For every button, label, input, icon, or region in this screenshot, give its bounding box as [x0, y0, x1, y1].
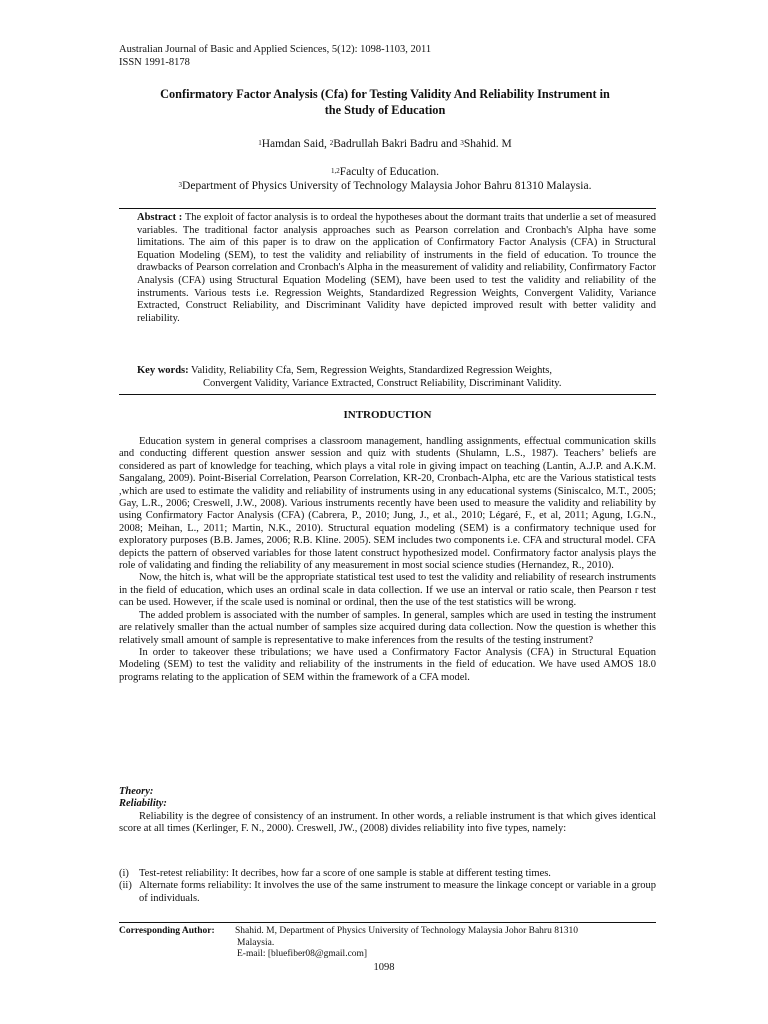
keywords [137, 364, 656, 390]
journal-citation: Australian Journal of Basic and Applied Sciences, 5(12): 1098-1103, 2011 [119, 44, 432, 55]
affiliation-2-superscript: 3 [178, 181, 183, 189]
list-item [119, 880, 656, 905]
affiliations [105, 165, 665, 193]
title-line-2: the Study of Education [324, 103, 446, 117]
intro-paragraph-2: Now, the hitch is, what will be the appropriate statistical test used to test the validity and reliability of research instruments in the field of education, which uses an ordinal scale in data collection. If we use an interval or ratio scale, then Pearson r test can be used. However, if the scale used is nominal or ordinal, then the use of the test statistics will be wrong. [119, 572, 656, 609]
introduction-body [119, 436, 656, 684]
author-2: Badrullah Bakri Badru and [333, 138, 461, 150]
intro-paragraph-1: Education system in general comprises a classroom management, handling assignments, effectual communication skills and conducting different question answer session and quiz with students (Shulamn, L.S., 1987). Teachers’ beliefs are considered as part of knowledge for teaching, which plays a vital role in giving impact on teaching (Lantin, A.J.P. and A.K.M. Sangalang, 2009). Point-Biserial Correlation, Pearson Correlation, KR-20, Cronbach-Alpha, etc are the Various statistical tests ,which are used to estimate the validity and reliability of instruments using in any educational systems (Siniscalco, M.T., 2005; Gay, L.R., 2006; Creswell, J.W., 2008). Various instruments recently have been used to measure the validity and reliability by using Confirmatory Factor Analysis (CFA) (Cabrera, P., 2010; Jung, J., et al., 2010; Légaré, F., et al, 2011; Agung, I.G.N., 2008; Meihan, L., 2011; Martin, N.K., 2010). Structural equation modeling (SEM) is a confirmatory technique used for exploratory purposes (B.B. James, 2006; R.B. Kline. 2005). SEM includes two components i.e. CFA and structural model. CFA depicts the pattern of observed variables for those latent construct hypothesized model. Confirmatory factor analysis plays the role of validating and finding the reliability of any measurement in most social science studies (Hernandez, R., 2010). [119, 436, 656, 572]
affiliation-1-text: Faculty of Education. [339, 166, 440, 178]
corresponding-author-text: Shahid. M, Department of Physics University of Technology Malaysia Johor Bahru 81310 [235, 926, 578, 936]
journal-header [119, 43, 431, 69]
corresponding-author-email: E-mail: [bluefiber08@gmail.com] [237, 949, 368, 959]
section-heading-introduction: INTRODUCTION [343, 409, 432, 421]
page-number: 1098 [373, 962, 395, 973]
corresponding-author-label: Corresponding Author: [119, 926, 215, 936]
list-item-text: Alternate forms reliability: It involves the use of the same instrument to measure the linkage concept or variable in a group of individuals. [139, 880, 656, 904]
abstract-label: Abstract : [137, 212, 185, 223]
author-list [105, 137, 665, 151]
list-item [119, 868, 656, 880]
abstract-top-rule [119, 208, 656, 209]
author-3: Shahid. M [463, 138, 512, 150]
corresponding-author-country: Malaysia. [237, 937, 275, 948]
abstract-text: The exploit of factor analysis is to ordeal the hypotheses about the dormant traits that underlie a set of measured variables. The traditional factor analysis approaches such as Pearson correlation and Cronbach's Alpha have some limitations. The aim of this paper is to draw on the application of Confirmatory Factor Analysis (CFA) in Structural Equation Modeling (SEM), to test the validity and reliability of instruments in the field of education. To trounce the drawbacks of Pearson correlation and Cronbach's Alpha in the measurement of validity and reliability, Confirmatory Factor Analysis (CFA) using Structural Equation Modeling (SEM), have been used to test the validity and reliability of the instruments. Various tests i.e. Regression Weights, Standardized Regression Weights, Convergent Validity, Variance Extracted, Construct Reliability, and Discriminant Validity have depicted improved result with better validity and reliability. [137, 212, 657, 324]
affiliation-1 [105, 165, 665, 179]
list-item-number: (ii) [119, 880, 132, 892]
author-1-superscript: 1 [258, 139, 262, 147]
journal-issn: ISSN 1991-8178 [119, 57, 190, 68]
reliability-subheading: Reliability: [119, 798, 167, 810]
list-item-text: Test-retest reliability: It decribes, how far a score of one sample is stable at different testing times. [139, 868, 551, 879]
list-item-number: (i) [119, 868, 129, 879]
affiliation-2-text: Department of Physics University of Technology Malaysia Johor Bahru 81310 Malaysia. [182, 180, 592, 192]
theory-section [119, 786, 656, 836]
footnote-rule [119, 922, 656, 923]
keywords-label: Key words: [137, 365, 189, 376]
keywords-text-1: Validity, Reliability Cfa, Sem, Regression Weights, Standardized Regression Weights, [188, 365, 552, 376]
paper-title [105, 86, 665, 118]
author-3-superscript: 3 [460, 139, 464, 147]
intro-paragraph-3: The added problem is associated with the number of samples. In general, samples which are used in testing the instrument are relatively smaller than the actual number of samples size acquired during data collection. Now the question is whether this relatively small amount of sample is representative to make inferences from the results of the testing instrument? [119, 609, 656, 646]
corresponding-author-footnote [119, 926, 656, 961]
theory-heading: Theory: [119, 786, 154, 797]
affiliation-1-superscript: 1,2 [330, 167, 340, 175]
title-line-1: Confirmatory Factor Analysis (Cfa) for Testing Validity And Reliability Instrument in [160, 87, 610, 101]
affiliation-2 [105, 179, 665, 193]
intro-paragraph-4: In order to takeover these tribulations; we have used a Confirmatory Factor Analysis (CFA) in Structural Equation Modeling (SEM) to test the validity and reliability of the instruments in the field of education. We have used AMOS 18.0 programs relating to the application of SEM within the framework of a CFA model. [119, 646, 656, 683]
abstract [137, 212, 656, 325]
author-1: Hamdan Said, [261, 138, 330, 150]
reliability-paragraph: Reliability is the degree of consistency of an instrument. In other words, a reliable instrument is that which gives identical score at all times (Kerlinger, F. N., 2000). Creswell, JW., (2008) divides reliability into five types, namely: [119, 810, 656, 835]
keywords-line-1 [137, 364, 656, 377]
keywords-line-2: Convergent Validity, Variance Extracted, Construct Reliability, Discriminant Validity. [203, 378, 562, 389]
abstract-bottom-rule [119, 394, 656, 395]
author-2-superscript: 2 [329, 139, 334, 147]
reliability-types-list [119, 868, 656, 905]
corresponding-author-row [119, 926, 656, 938]
